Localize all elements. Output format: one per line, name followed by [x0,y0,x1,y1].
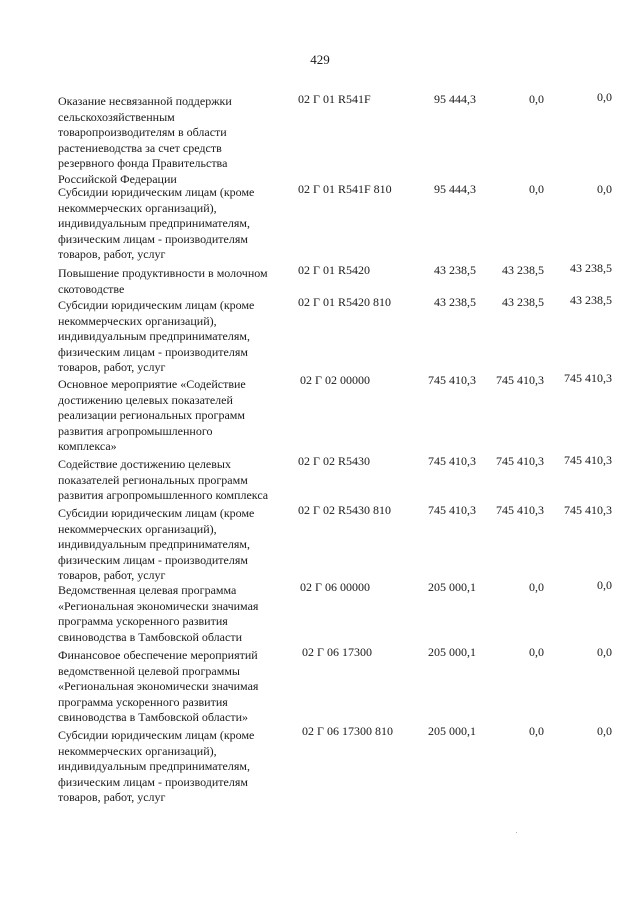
row-value-2: 43 238,5 [502,263,544,277]
row-value-1: 43 238,5 [434,295,476,309]
row-value-3: 745 410,3 [564,371,612,385]
row-value-1: 745 410,3 [428,454,476,468]
row-code: 02 Г 02 00000 [300,373,370,387]
row-code: 02 Г 02 R5430 810 [298,503,391,517]
row-code: 02 Г 06 17300 [302,645,372,659]
page-number: 429 [310,52,330,67]
row-description: Субсидии юридическим лицам (кроме некоммерческих организаций), индивидуальным предпринимателям, физическим лицам - производителям товаров, работ, услуг [58,506,255,583]
row-value-1: 205 000,1 [428,580,476,594]
row-value-1: 205 000,1 [428,645,476,659]
row-value-3: 745 410,3 [564,453,612,467]
row-description: Субсидии юридическим лицам (кроме некоммерческих организаций), индивидуальным предпринимателям, физическим лицам - производителям товаров, работ, услуг [58,728,255,805]
row-value-3: 43 238,5 [570,293,612,307]
row-description: Субсидии юридическим лицам (кроме некоммерческих организаций), индивидуальным предпринимателям, физическим лицам - производителям товаров, работ, услуг [58,185,255,262]
row-value-1: 95 444,3 [434,92,476,106]
row-code: 02 Г 01 R541F [298,92,371,106]
row-value-2: 0,0 [529,645,544,659]
row-description: Ведомственная целевая программа «Региональная экономически значимая программа ускоренного развития свиноводства в Тамбовской области [58,583,259,644]
row-value-2: 745 410,3 [496,503,544,517]
row-value-1: 745 410,3 [428,503,476,517]
row-value-1: 745 410,3 [428,373,476,387]
row-value-2: 745 410,3 [496,373,544,387]
row-code: 02 Г 01 R541F 810 [298,182,392,196]
row-value-3: 0,0 [597,578,612,592]
row-value-3: 0,0 [597,724,612,738]
row-code: 02 Г 01 R5420 [298,263,370,277]
row-value-3: 43 238,5 [570,261,612,275]
row-description: Финансовое обеспечение мероприятий ведомственной целевой программы «Региональная экономически значимая программа ускоренного развития свиноводства в Тамбовской области» [58,648,259,725]
scan-speck [516,832,517,833]
row-value-2: 0,0 [529,724,544,738]
row-code: 02 Г 06 00000 [300,580,370,594]
row-value-1: 205 000,1 [428,724,476,738]
row-value-3: 0,0 [597,182,612,196]
row-description: Содействие достижению целевых показателей региональных программ развития агропромышленного комплекса [58,457,269,503]
row-description: Основное мероприятие «Содействие достижению целевых показателей реализации региональных программ развития агропромышленного комплекса» [58,377,246,454]
row-code: 02 Г 06 17300 810 [302,724,393,738]
row-value-3: 745 410,3 [564,503,612,517]
row-description: Повышение продуктивности в молочном скотоводстве [58,266,268,296]
row-value-2: 0,0 [529,92,544,106]
row-value-2: 745 410,3 [496,454,544,468]
row-description: Субсидии юридическим лицам (кроме некоммерческих организаций), индивидуальным предпринимателям, физическим лицам - производителям товаров, работ, услуг [58,298,255,375]
row-value-1: 95 444,3 [434,182,476,196]
row-value-3: 0,0 [597,645,612,659]
row-value-1: 43 238,5 [434,263,476,277]
row-value-2: 0,0 [529,182,544,196]
row-value-2: 43 238,5 [502,295,544,309]
row-description: Оказание несвязанной поддержки сельскохозяйственным товаропроизводителям в области растениеводства за счет средств резервного фонда Правительства Российской Федерации [58,94,232,186]
row-value-2: 0,0 [529,580,544,594]
row-value-3: 0,0 [597,90,612,104]
row-code: 02 Г 02 R5430 [298,454,370,468]
row-code: 02 Г 01 R5420 810 [298,295,391,309]
